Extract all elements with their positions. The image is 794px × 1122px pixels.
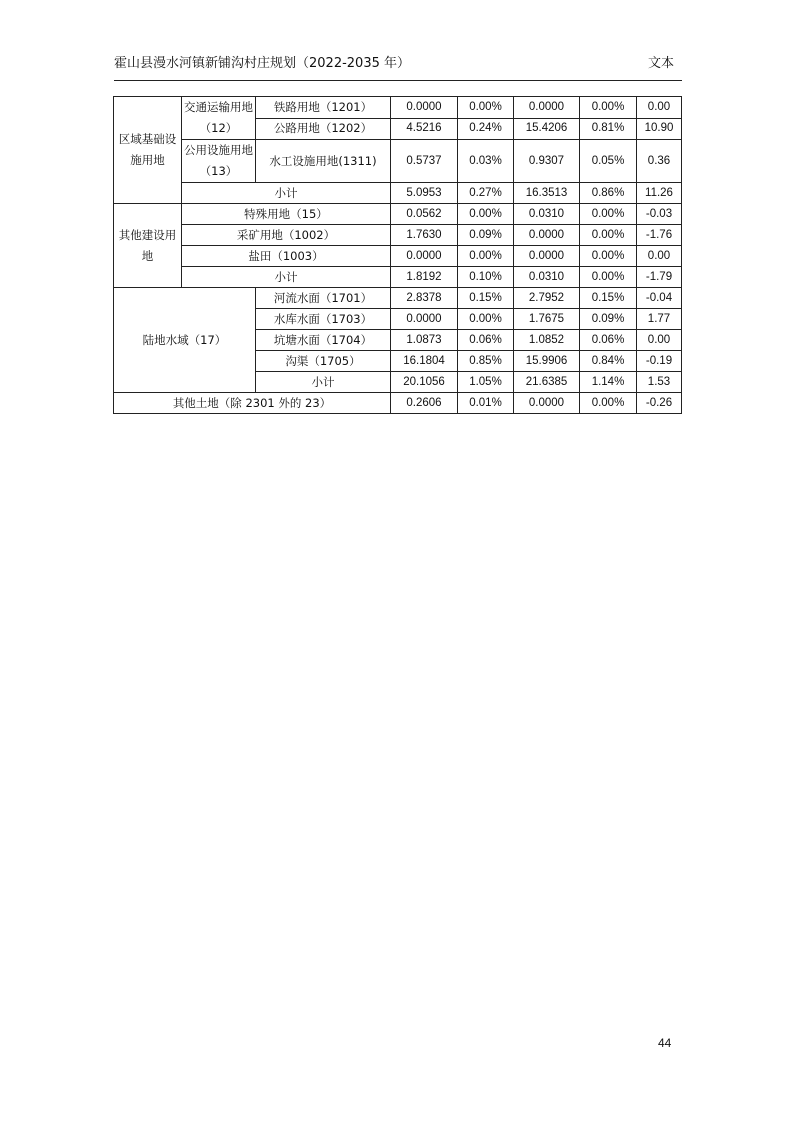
plan-percent: 0.81% [580, 118, 637, 140]
row-label: 坑塘水面（1704） [256, 330, 391, 351]
base-percent: 0.00% [458, 309, 514, 330]
subtotal-label: 小计 [182, 183, 391, 204]
change-value: 1.53 [637, 372, 682, 393]
base-percent: 0.06% [458, 330, 514, 351]
table-row [114, 393, 682, 414]
row-label: 河流水面（1701） [256, 288, 391, 309]
page-header [114, 55, 682, 77]
plan-area: 0.0310 [514, 204, 580, 225]
plan-percent: 0.15% [580, 288, 637, 309]
change-value: 0.00 [637, 246, 682, 267]
base-percent: 0.10% [458, 267, 514, 288]
table-row [114, 97, 682, 119]
subtotal-label: 小计 [256, 372, 391, 393]
plan-area: 0.0000 [514, 225, 580, 246]
row-label: 公路用地（1202） [256, 118, 391, 140]
plan-percent: 0.00% [580, 225, 637, 246]
base-area: 0.0562 [391, 204, 458, 225]
plan-area: 16.3513 [514, 183, 580, 204]
plan-area: 0.0000 [514, 393, 580, 414]
base-area: 4.5216 [391, 118, 458, 140]
group-label-regional: 区域基础设施用地 [114, 97, 182, 204]
change-value: 0.00 [637, 97, 682, 119]
row-label: 铁路用地（1201） [256, 97, 391, 119]
base-area: 0.0000 [391, 309, 458, 330]
change-value: -1.76 [637, 225, 682, 246]
plan-area: 1.0852 [514, 330, 580, 351]
table-row [114, 183, 682, 204]
base-percent: 0.00% [458, 246, 514, 267]
plan-area: 0.0000 [514, 246, 580, 267]
change-value: -0.04 [637, 288, 682, 309]
change-value: 0.36 [637, 140, 682, 183]
change-value: 0.00 [637, 330, 682, 351]
base-percent: 0.15% [458, 288, 514, 309]
row-label: 采矿用地（1002） [182, 225, 391, 246]
group-label-other-construction: 其他建设用地 [114, 204, 182, 288]
base-percent: 1.05% [458, 372, 514, 393]
subtotal-label: 小计 [182, 267, 391, 288]
base-area: 2.8378 [391, 288, 458, 309]
plan-percent: 0.00% [580, 246, 637, 267]
base-area: 0.0000 [391, 97, 458, 119]
table-row [114, 246, 682, 267]
document-title: 霍山县漫水河镇新铺沟村庄规划（2022-2035 年） [114, 56, 410, 71]
row-label: 水库水面（1703） [256, 309, 391, 330]
change-value: -1.79 [637, 267, 682, 288]
base-percent: 0.00% [458, 204, 514, 225]
plan-area: 2.7952 [514, 288, 580, 309]
plan-area: 0.0000 [514, 97, 580, 119]
plan-percent: 0.00% [580, 204, 637, 225]
change-value: -0.19 [637, 351, 682, 372]
plan-area: 21.6385 [514, 372, 580, 393]
base-area: 5.0953 [391, 183, 458, 204]
plan-area: 15.4206 [514, 118, 580, 140]
base-area: 16.1804 [391, 351, 458, 372]
base-area: 1.0873 [391, 330, 458, 351]
row-label: 沟渠（1705） [256, 351, 391, 372]
plan-percent: 0.00% [580, 393, 637, 414]
table-row [114, 140, 682, 183]
row-label: 盐田（1003） [182, 246, 391, 267]
base-area: 0.5737 [391, 140, 458, 183]
plan-percent: 0.00% [580, 267, 637, 288]
plan-percent: 0.05% [580, 140, 637, 183]
plan-percent: 0.09% [580, 309, 637, 330]
land-use-table [113, 96, 682, 414]
plan-area: 0.0310 [514, 267, 580, 288]
row-label-other-land: 其他土地（除 2301 外的 23） [114, 393, 391, 414]
base-area: 20.1056 [391, 372, 458, 393]
table-row [114, 267, 682, 288]
header-divider [114, 80, 682, 81]
row-label: 水工设施用地(1311) [256, 140, 391, 183]
subgroup-label-transport: 交通运输用地（12） [182, 97, 256, 140]
change-value: -0.03 [637, 204, 682, 225]
table-row [114, 288, 682, 309]
header-section-label: 文本 [647, 56, 674, 71]
page-number: 44 [658, 1036, 672, 1050]
plan-area: 0.9307 [514, 140, 580, 183]
base-area: 1.7630 [391, 225, 458, 246]
base-percent: 0.85% [458, 351, 514, 372]
change-value: -0.26 [637, 393, 682, 414]
base-percent: 0.24% [458, 118, 514, 140]
change-value: 1.77 [637, 309, 682, 330]
base-area: 1.8192 [391, 267, 458, 288]
base-percent: 0.09% [458, 225, 514, 246]
base-area: 0.2606 [391, 393, 458, 414]
change-value: 10.90 [637, 118, 682, 140]
base-percent: 0.03% [458, 140, 514, 183]
table-row [114, 225, 682, 246]
plan-percent: 0.84% [580, 351, 637, 372]
plan-percent: 0.06% [580, 330, 637, 351]
row-label: 特殊用地（15） [182, 204, 391, 225]
plan-percent: 1.14% [580, 372, 637, 393]
change-value: 11.26 [637, 183, 682, 204]
plan-area: 1.7675 [514, 309, 580, 330]
base-area: 0.0000 [391, 246, 458, 267]
table-row [114, 204, 682, 225]
base-percent: 0.01% [458, 393, 514, 414]
plan-percent: 0.86% [580, 183, 637, 204]
plan-area: 15.9906 [514, 351, 580, 372]
base-percent: 0.00% [458, 97, 514, 119]
subgroup-label-public: 公用设施用地（13） [182, 140, 256, 183]
base-percent: 0.27% [458, 183, 514, 204]
plan-percent: 0.00% [580, 97, 637, 119]
group-label-water: 陆地水域（17） [114, 288, 256, 393]
